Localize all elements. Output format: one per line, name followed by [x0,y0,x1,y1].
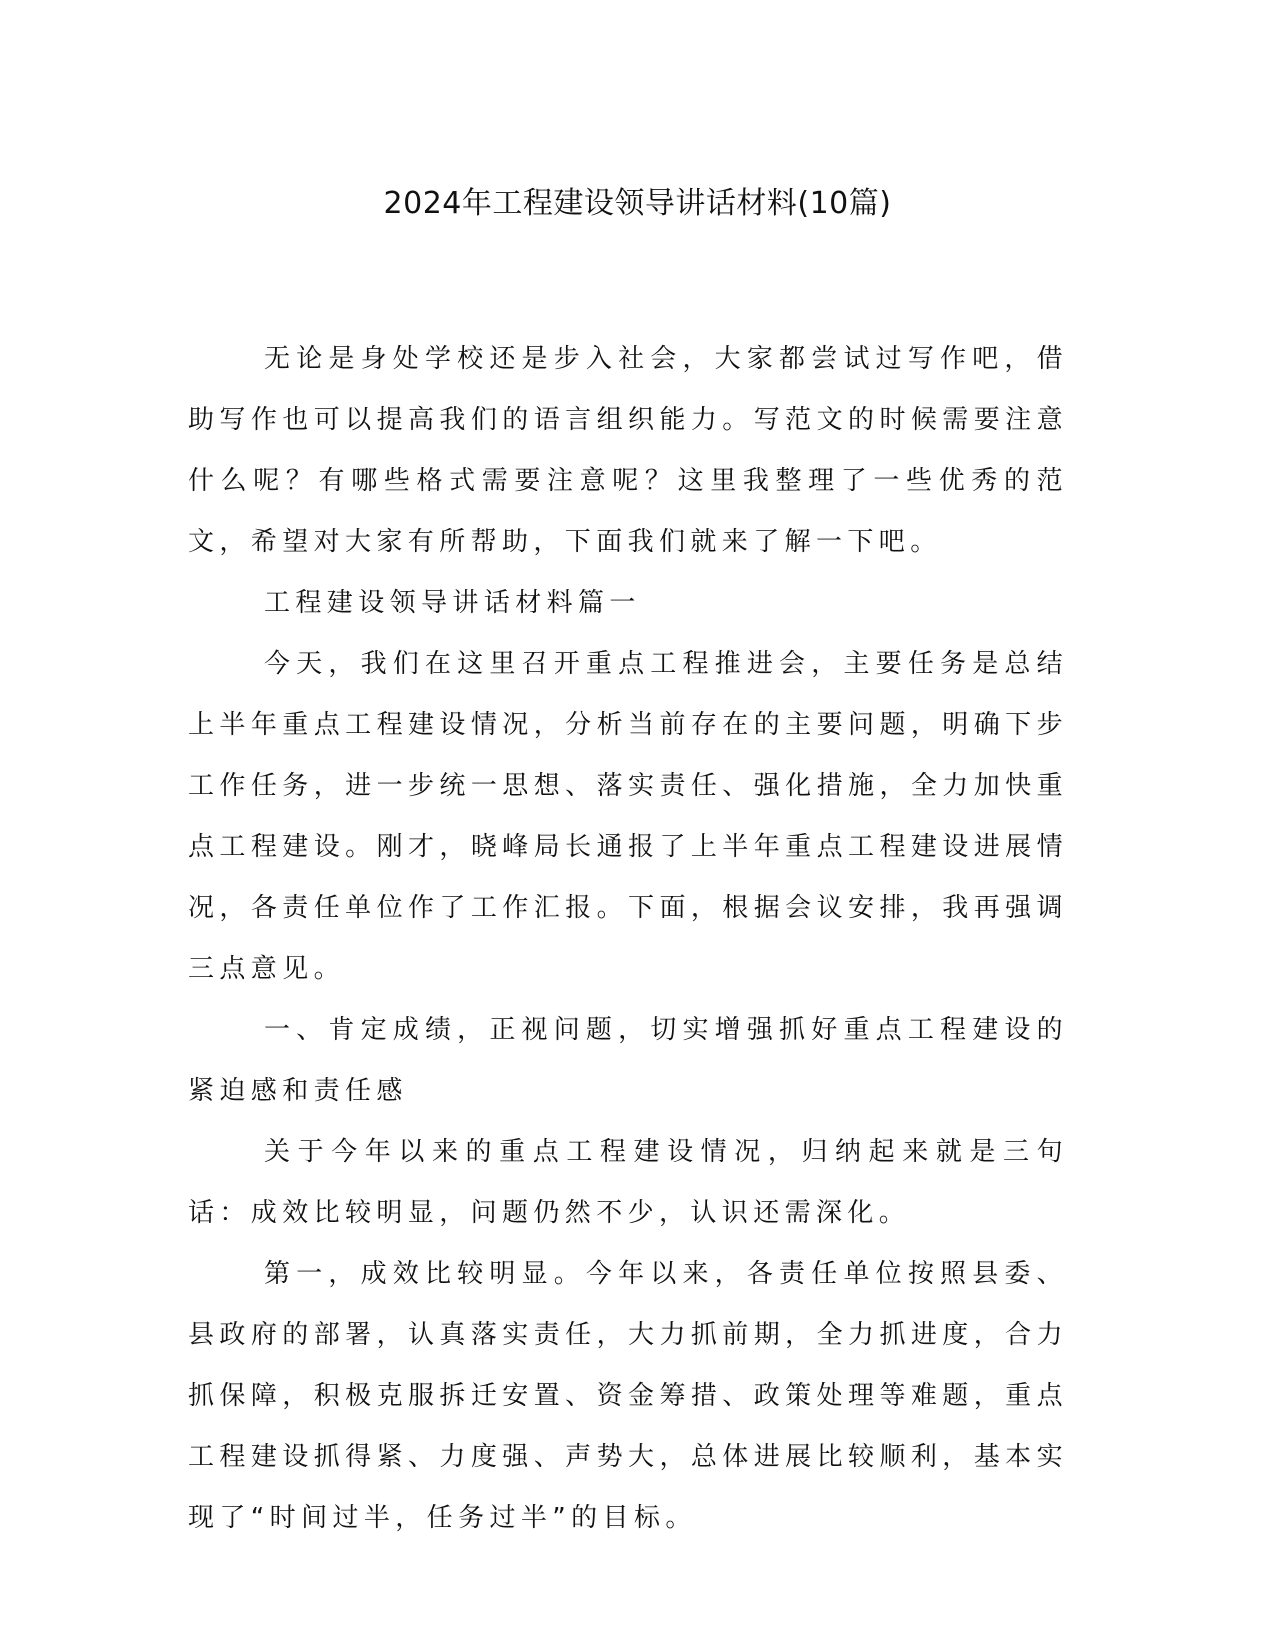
document-title: 2024年工程建设领导讲话材料(10篇) [383,186,892,221]
document-body [188,329,1068,1549]
body-paragraph: 第一，成效比较明显。今年以来，各责任单位按照县委、县政府的部署，认真落实责任，大力抓前期，全力抓进度，合力抓保障，积极克服拆迁安置、资金筹措、政策处理等难题，重点工程建设抓得紧、力度强、声势大，总体进展比较顺利，基本实现了“时间过半，任务过半”的目标。 [188,1259,1068,1533]
section-heading: 工程建设领导讲话材料篇一 [264,588,641,618]
intro-paragraph: 无论是身处学校还是步入社会，大家都尝试过写作吧，借助写作也可以提高我们的语言组织能力。写范文的时候需要注意什么呢？有哪些格式需要注意呢？这里我整理了一些优秀的范文，希望对大家有所帮助，下面我们就来了解一下吧。 [188,344,1068,557]
body-paragraph: 关于今年以来的重点工程建设情况，归纳起来就是三句话：成效比较明显，问题仍然不少，认识还需深化。 [188,1137,1068,1228]
subheading-paragraph: 一、肯定成绩，正视问题，切实增强抓好重点工程建设的紧迫感和责任感 [188,1015,1068,1106]
body-paragraph: 今天，我们在这里召开重点工程推进会，主要任务是总结上半年重点工程建设情况，分析当前存在的主要问题，明确下步工作任务，进一步统一思想、落实责任、强化措施，全力加快重点工程建设。刚才，晓峰局长通报了上半年重点工程建设进展情况，各责任单位作了工作汇报。下面，根据会议安排，我再强调三点意见。 [188,649,1068,984]
